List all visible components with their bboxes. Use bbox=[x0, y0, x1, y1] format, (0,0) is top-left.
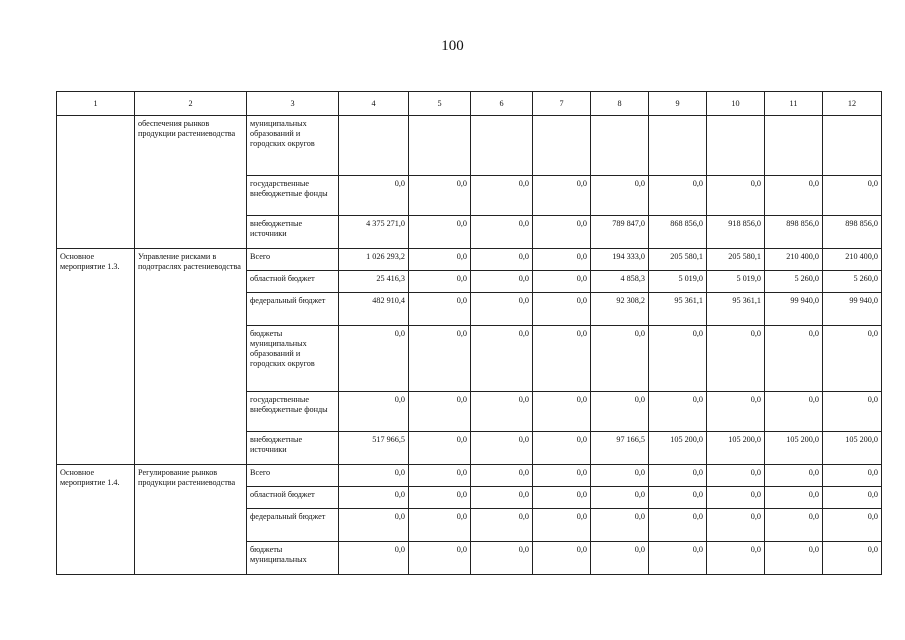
value-cell: 0,0 bbox=[649, 176, 707, 216]
value-cell: 0,0 bbox=[707, 487, 765, 509]
value-cell: 0,0 bbox=[765, 326, 823, 392]
page-number: 100 bbox=[441, 38, 464, 54]
header-cell: 3 bbox=[247, 92, 339, 116]
value-cell: 5 019,0 bbox=[649, 271, 707, 293]
value-cell: 0,0 bbox=[339, 465, 409, 487]
value-cell: 0,0 bbox=[471, 326, 533, 392]
value-cell: 210 400,0 bbox=[765, 249, 823, 271]
event-cell bbox=[57, 116, 135, 249]
table-row bbox=[57, 249, 882, 271]
value-cell: 0,0 bbox=[409, 326, 471, 392]
value-cell: 898 856,0 bbox=[823, 216, 882, 249]
value-cell: 0,0 bbox=[471, 487, 533, 509]
value-cell: 0,0 bbox=[471, 392, 533, 432]
value-cell: 0,0 bbox=[765, 509, 823, 542]
value-cell: 205 580,1 bbox=[649, 249, 707, 271]
value-cell: 0,0 bbox=[591, 509, 649, 542]
header-cell: 5 bbox=[409, 92, 471, 116]
value-cell: 0,0 bbox=[339, 487, 409, 509]
value-cell: 0,0 bbox=[533, 487, 591, 509]
value-cell bbox=[409, 116, 471, 176]
budget-table bbox=[56, 91, 882, 575]
value-cell: 0,0 bbox=[471, 432, 533, 465]
value-cell: 1 026 293,2 bbox=[339, 249, 409, 271]
value-cell: 0,0 bbox=[409, 392, 471, 432]
value-cell: 210 400,0 bbox=[823, 249, 882, 271]
value-cell: 0,0 bbox=[533, 249, 591, 271]
table-body bbox=[57, 92, 882, 575]
value-cell: 0,0 bbox=[707, 176, 765, 216]
value-cell: 0,0 bbox=[765, 392, 823, 432]
value-cell: 789 847,0 bbox=[591, 216, 649, 249]
value-cell: 0,0 bbox=[823, 326, 882, 392]
value-cell: 517 966,5 bbox=[339, 432, 409, 465]
value-cell: 0,0 bbox=[649, 487, 707, 509]
value-cell: 0,0 bbox=[707, 392, 765, 432]
header-row bbox=[57, 92, 882, 116]
funding-source-cell: внебюджетные источники bbox=[247, 216, 339, 249]
value-cell: 0,0 bbox=[471, 176, 533, 216]
value-cell: 0,0 bbox=[649, 509, 707, 542]
value-cell: 0,0 bbox=[471, 216, 533, 249]
table-row bbox=[57, 116, 882, 176]
value-cell: 4 375 271,0 bbox=[339, 216, 409, 249]
value-cell: 4 858,3 bbox=[591, 271, 649, 293]
value-cell: 0,0 bbox=[471, 249, 533, 271]
value-cell: 0,0 bbox=[409, 465, 471, 487]
value-cell: 0,0 bbox=[533, 216, 591, 249]
value-cell bbox=[649, 116, 707, 176]
value-cell: 5 260,0 bbox=[765, 271, 823, 293]
value-cell: 0,0 bbox=[649, 542, 707, 575]
value-cell: 5 019,0 bbox=[707, 271, 765, 293]
value-cell: 0,0 bbox=[649, 465, 707, 487]
header-cell: 12 bbox=[823, 92, 882, 116]
value-cell: 0,0 bbox=[707, 465, 765, 487]
funding-source-cell: бюджеты муниципальных bbox=[247, 542, 339, 575]
value-cell: 0,0 bbox=[707, 326, 765, 392]
value-cell: 95 361,1 bbox=[707, 293, 765, 326]
value-cell: 0,0 bbox=[591, 176, 649, 216]
funding-source-cell: областной бюджет bbox=[247, 271, 339, 293]
funding-source-cell: федеральный бюджет bbox=[247, 509, 339, 542]
event-name-cell: Управление рисками в подотраслях растениеводства bbox=[135, 249, 247, 465]
header-cell: 11 bbox=[765, 92, 823, 116]
value-cell: 0,0 bbox=[409, 487, 471, 509]
value-cell bbox=[823, 116, 882, 176]
funding-source-cell: государственные внебюджетные фонды bbox=[247, 176, 339, 216]
value-cell: 0,0 bbox=[649, 392, 707, 432]
event-cell: Основное мероприятие 1.3. bbox=[57, 249, 135, 465]
value-cell: 0,0 bbox=[409, 293, 471, 326]
value-cell: 0,0 bbox=[591, 487, 649, 509]
value-cell: 0,0 bbox=[339, 542, 409, 575]
value-cell: 0,0 bbox=[471, 542, 533, 575]
value-cell: 99 940,0 bbox=[765, 293, 823, 326]
header-cell: 2 bbox=[135, 92, 247, 116]
value-cell bbox=[533, 116, 591, 176]
value-cell: 92 308,2 bbox=[591, 293, 649, 326]
table-row bbox=[57, 465, 882, 487]
value-cell: 97 166,5 bbox=[591, 432, 649, 465]
header-cell: 1 bbox=[57, 92, 135, 116]
value-cell: 25 416,3 bbox=[339, 271, 409, 293]
value-cell: 0,0 bbox=[533, 542, 591, 575]
value-cell: 0,0 bbox=[533, 176, 591, 216]
event-name-cell: обеспечения рынков продукции растениеводства bbox=[135, 116, 247, 249]
value-cell: 0,0 bbox=[533, 271, 591, 293]
value-cell: 0,0 bbox=[409, 271, 471, 293]
value-cell: 0,0 bbox=[533, 326, 591, 392]
value-cell: 0,0 bbox=[409, 216, 471, 249]
value-cell: 99 940,0 bbox=[823, 293, 882, 326]
value-cell: 0,0 bbox=[707, 542, 765, 575]
value-cell bbox=[707, 116, 765, 176]
header-cell: 10 bbox=[707, 92, 765, 116]
value-cell: 0,0 bbox=[533, 509, 591, 542]
value-cell: 105 200,0 bbox=[649, 432, 707, 465]
value-cell: 0,0 bbox=[591, 542, 649, 575]
value-cell: 0,0 bbox=[765, 176, 823, 216]
event-name-cell: Регулирование рынков продукции растениеводства bbox=[135, 465, 247, 575]
funding-source-cell: государственные внебюджетные фонды bbox=[247, 392, 339, 432]
value-cell: 0,0 bbox=[591, 465, 649, 487]
value-cell: 0,0 bbox=[823, 542, 882, 575]
value-cell: 105 200,0 bbox=[707, 432, 765, 465]
header-cell: 6 bbox=[471, 92, 533, 116]
value-cell: 0,0 bbox=[823, 176, 882, 216]
funding-source-cell: муниципальных образований и городских округов bbox=[247, 116, 339, 176]
header-cell: 7 bbox=[533, 92, 591, 116]
value-cell: 0,0 bbox=[823, 509, 882, 542]
value-cell: 898 856,0 bbox=[765, 216, 823, 249]
value-cell: 0,0 bbox=[649, 326, 707, 392]
value-cell: 105 200,0 bbox=[765, 432, 823, 465]
funding-source-cell: Всего bbox=[247, 465, 339, 487]
header-cell: 9 bbox=[649, 92, 707, 116]
funding-source-cell: бюджеты муниципальных образований и городских округов bbox=[247, 326, 339, 392]
value-cell: 0,0 bbox=[409, 542, 471, 575]
value-cell: 0,0 bbox=[707, 509, 765, 542]
value-cell: 0,0 bbox=[533, 465, 591, 487]
value-cell: 0,0 bbox=[533, 392, 591, 432]
value-cell: 0,0 bbox=[409, 176, 471, 216]
value-cell: 0,0 bbox=[339, 392, 409, 432]
header-cell: 4 bbox=[339, 92, 409, 116]
value-cell bbox=[765, 116, 823, 176]
value-cell: 0,0 bbox=[765, 487, 823, 509]
event-cell: Основное мероприятие 1.4. bbox=[57, 465, 135, 575]
value-cell: 918 856,0 bbox=[707, 216, 765, 249]
value-cell: 0,0 bbox=[409, 509, 471, 542]
value-cell: 0,0 bbox=[339, 509, 409, 542]
value-cell: 0,0 bbox=[591, 392, 649, 432]
value-cell: 0,0 bbox=[533, 432, 591, 465]
value-cell bbox=[591, 116, 649, 176]
header-cell: 8 bbox=[591, 92, 649, 116]
value-cell: 0,0 bbox=[409, 432, 471, 465]
value-cell: 105 200,0 bbox=[823, 432, 882, 465]
value-cell: 0,0 bbox=[823, 392, 882, 432]
value-cell: 0,0 bbox=[471, 293, 533, 326]
value-cell: 0,0 bbox=[823, 487, 882, 509]
value-cell: 482 910,4 bbox=[339, 293, 409, 326]
value-cell: 0,0 bbox=[765, 542, 823, 575]
value-cell: 0,0 bbox=[471, 509, 533, 542]
value-cell: 0,0 bbox=[591, 326, 649, 392]
funding-source-cell: федеральный бюджет bbox=[247, 293, 339, 326]
value-cell: 868 856,0 bbox=[649, 216, 707, 249]
funding-source-cell: Всего bbox=[247, 249, 339, 271]
funding-source-cell: внебюджетные источники bbox=[247, 432, 339, 465]
value-cell: 95 361,1 bbox=[649, 293, 707, 326]
value-cell: 0,0 bbox=[823, 465, 882, 487]
value-cell: 0,0 bbox=[339, 326, 409, 392]
value-cell: 0,0 bbox=[471, 465, 533, 487]
value-cell: 0,0 bbox=[339, 176, 409, 216]
value-cell: 205 580,1 bbox=[707, 249, 765, 271]
value-cell: 0,0 bbox=[765, 465, 823, 487]
value-cell: 0,0 bbox=[409, 249, 471, 271]
value-cell bbox=[471, 116, 533, 176]
value-cell: 5 260,0 bbox=[823, 271, 882, 293]
value-cell: 194 333,0 bbox=[591, 249, 649, 271]
value-cell: 0,0 bbox=[533, 293, 591, 326]
value-cell bbox=[339, 116, 409, 176]
funding-source-cell: областной бюджет bbox=[247, 487, 339, 509]
value-cell: 0,0 bbox=[471, 271, 533, 293]
